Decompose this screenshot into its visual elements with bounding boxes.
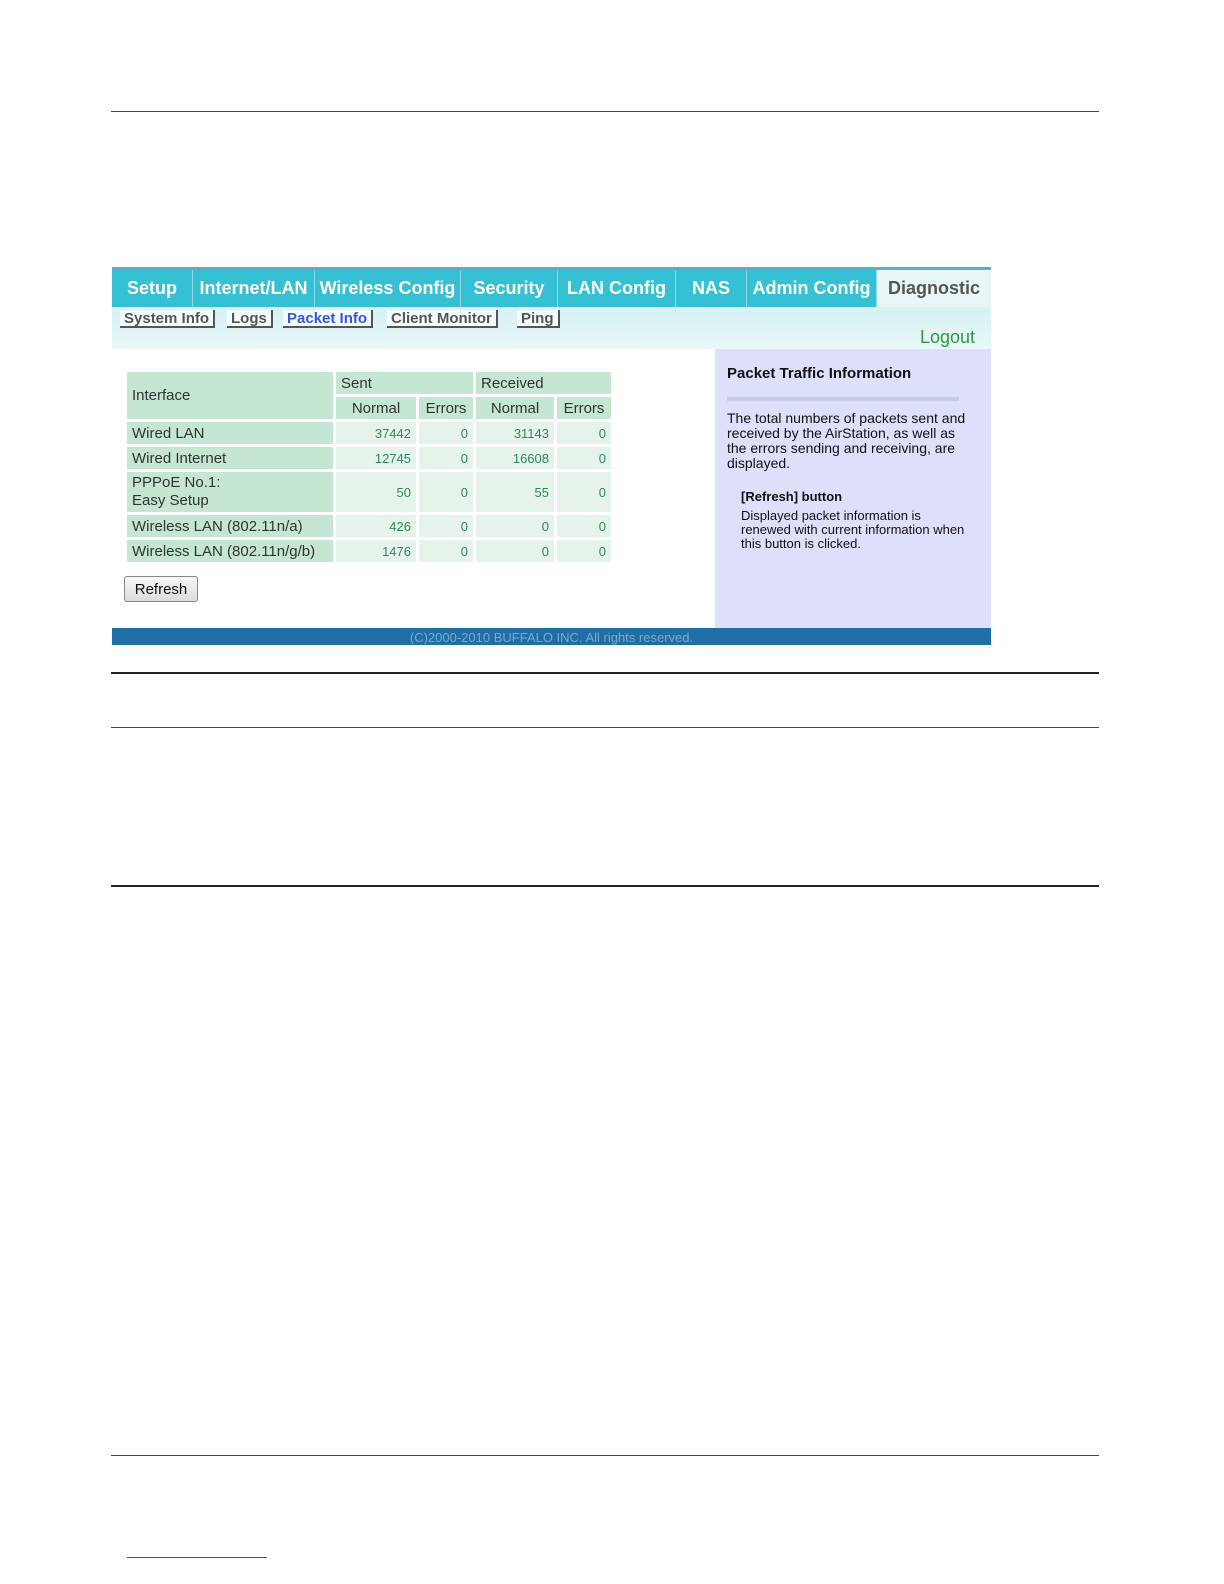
row-recv-errors: 0	[557, 515, 611, 537]
subtab-system-info[interactable]: System Info	[120, 310, 215, 328]
side-panel-subtitle: [Refresh] button	[741, 489, 843, 504]
row-sent-normal: 426	[336, 515, 416, 537]
row-recv-normal: 31143	[476, 422, 554, 444]
row-sent-normal: 37442	[336, 422, 416, 444]
subtab-logs[interactable]: Logs	[227, 310, 273, 328]
side-panel-title: Packet Traffic Information	[727, 365, 912, 382]
side-panel-subdescription: Displayed packet information is renewed with current information when this button is clicked.	[741, 508, 965, 551]
table-row	[127, 422, 611, 444]
packet-table	[124, 369, 614, 565]
router-screenshot	[112, 267, 991, 645]
tab-lan-config[interactable]: LAN Config	[558, 270, 676, 307]
row-interface-cell	[127, 472, 333, 512]
row-sent-normal: 12745	[336, 447, 416, 469]
logout-link[interactable]: Logout	[920, 327, 976, 347]
row-sent-errors: 0	[419, 540, 473, 562]
header-sent: Sent	[336, 372, 473, 394]
header-sent-normal: Normal	[336, 397, 416, 419]
row-interface: Wired Internet	[127, 447, 333, 469]
section-rule-2	[111, 727, 1099, 728]
side-panel-divider	[727, 397, 959, 401]
section-rule-3	[111, 885, 1099, 887]
header-received: Received	[476, 372, 611, 394]
row-sent-normal: 50	[336, 472, 416, 512]
table-row	[127, 515, 611, 537]
tab-diagnostic[interactable]: Diagnostic	[877, 270, 991, 307]
row-interface: Wireless LAN (802.11n/a)	[127, 515, 333, 537]
subtab-packet-info[interactable]: Packet Info	[283, 310, 373, 328]
row-recv-normal: 16608	[476, 447, 554, 469]
top-rule	[111, 111, 1099, 112]
subtab-client-monitor[interactable]: Client Monitor	[387, 310, 498, 328]
row-recv-normal: 55	[476, 472, 554, 512]
help-side-panel	[715, 349, 991, 628]
bottom-rule	[111, 1455, 1099, 1456]
subtab-ping[interactable]: Ping	[517, 310, 560, 328]
row-interface: Wireless LAN (802.11n/g/b)	[127, 540, 333, 562]
main-content	[112, 349, 715, 628]
row-recv-errors: 0	[557, 540, 611, 562]
footnote-underline	[127, 1557, 267, 1558]
row-sent-errors: 0	[419, 447, 473, 469]
row-sent-normal: 1476	[336, 540, 416, 562]
row-interface: PPPoE No.1:	[132, 474, 221, 491]
row-sent-errors: 0	[419, 515, 473, 537]
tab-security[interactable]: Security	[461, 270, 558, 307]
section-rule-1	[111, 672, 1099, 674]
row-recv-errors: 0	[557, 422, 611, 444]
refresh-button[interactable]: Refresh	[124, 576, 198, 602]
row-recv-errors: 0	[557, 472, 611, 512]
footer-bar: (C)2000-2010 BUFFALO INC. All rights reserved.	[112, 628, 991, 645]
tab-wireless-config[interactable]: Wireless Config	[315, 270, 461, 307]
header-recv-errors: Errors	[557, 397, 611, 419]
table-row	[127, 540, 611, 562]
row-interface: Wired LAN	[127, 422, 333, 444]
tab-internet-lan[interactable]: Internet/LAN	[193, 270, 315, 307]
main-nav	[112, 270, 991, 307]
row-recv-normal: 0	[476, 515, 554, 537]
tab-nas[interactable]: NAS	[676, 270, 747, 307]
table-row	[127, 472, 611, 512]
row-sent-errors: 0	[419, 472, 473, 512]
row-interface-line2: Easy Setup	[132, 492, 209, 509]
header-interface: Interface	[127, 372, 333, 419]
side-panel-description: The total numbers of packets sent and received by the AirStation, as well as the errors sending and receiving, are displayed.	[727, 410, 966, 471]
table-row	[127, 447, 611, 469]
sub-nav	[112, 307, 991, 349]
header-sent-errors: Errors	[419, 397, 473, 419]
table-header-row	[127, 372, 611, 394]
row-recv-normal: 0	[476, 540, 554, 562]
header-recv-normal: Normal	[476, 397, 554, 419]
row-sent-errors: 0	[419, 422, 473, 444]
row-recv-errors: 0	[557, 447, 611, 469]
tab-setup[interactable]: Setup	[112, 270, 193, 307]
tab-admin-config[interactable]: Admin Config	[747, 270, 877, 307]
